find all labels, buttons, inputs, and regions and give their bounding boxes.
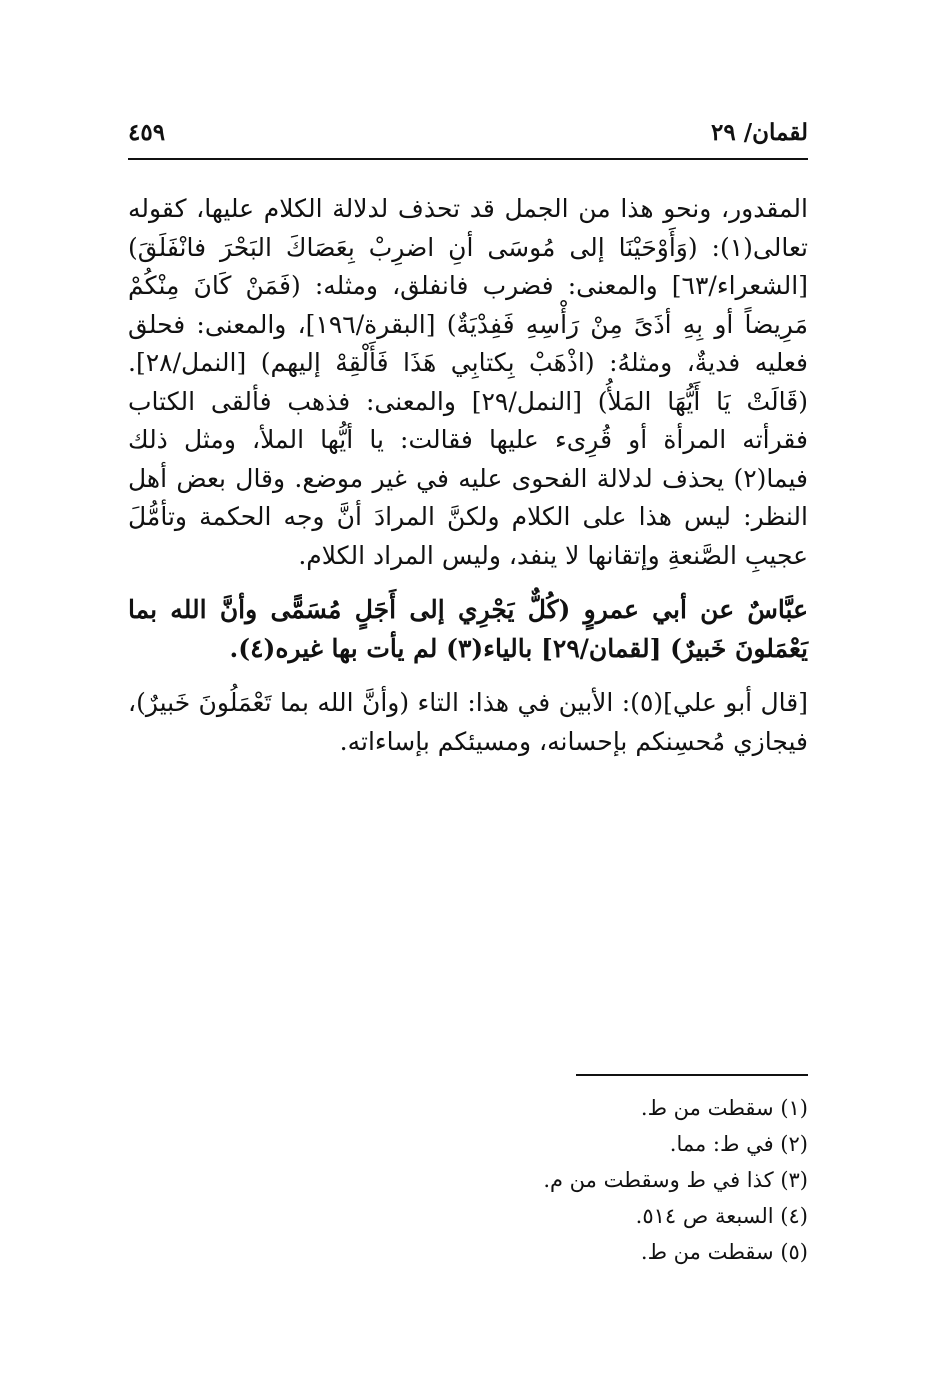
- footnotes: [300, 1090, 808, 1270]
- running-title: لقمان/ ٢٩: [711, 118, 808, 146]
- main-text: [128, 190, 808, 761]
- paragraph-reading: عبَّاسٌ عن أبي عمروٍ (كُلٌّ يَجْرِي إلى أَجَلٍ مُسَمًّى وأنَّ الله بما يَعْمَلونَ خَبيرٌ) [لقمان/٢٩] بالياء(٣) لم يأت بها غيره(٤).: [128, 595, 808, 663]
- header-divider: [128, 158, 808, 160]
- footnote-item: (٣) كذا في ط وسقطت من م.: [543, 1168, 808, 1192]
- paragraph-abu-ali: [قال أبو علي](٥): الأبين في هذا: التاء (وأنَّ الله بما تَعْمَلُونَ خَبيرٌ)، فيجازي مُحسِنكم بإحسانه، ومسيئكم بإساءاته.: [128, 688, 808, 756]
- footnote-item: (١) سقطت من ط.: [640, 1096, 808, 1120]
- footnote-item: (٢) في ط: مما.: [669, 1132, 808, 1156]
- paragraph-commentary: المقدور، ونحو هذا من الجمل قد تحذف لدلالة الكلام عليها، كقوله تعالى(١): (وَأَوْحَيْنَا إلى مُوسَى أنِ اضرِبْ بِعَصَاكَ البَحْرَ فانْفَلَقَ) [الشعراء/٦٣] والمعنى: فضرب فانفلق، ومثله: (فَمَنْ كَانَ مِنْكُمْ مَرِيضاً أو بِهِ أذَىً مِنْ رَأْسِهِ فَفِدْيَةٌ) [البقرة/١٩٦]، والمعنى: فحلق فعليه فديةٌ، ومثلهُ: (اذْهَبْ بِكتابِي هَذَا فَأَلْقِهْ إليهم) [النمل/٢٨]. (قَالَتْ يَا أَيُّهَا المَلأُ) [النمل/٢٩] والمعنى: فذهب فألقى الكتاب فقرأته المرأة أو قُرِىء عليها فقالت: يا أيُّها الملأ، ومثل ذلك فيما(٢) يحذف لدلالة الفحوى عليه في غير موضع. وقال بعض أهل النظر: ليس هذا على الكلام ولكنَّ المرادَ أنَّ وجه الحكمة وتأمُّلَ عجيبِ الصَّنعةِ وإتقانها لا ينفد، وليس المراد الكلام.: [128, 194, 808, 570]
- footnote-divider: [576, 1074, 808, 1076]
- footnote-item: (٤) السبعة ص ٥١٤.: [635, 1204, 808, 1228]
- page-header: [128, 112, 808, 152]
- footnote-item: (٥) سقطت من ط.: [640, 1240, 808, 1264]
- page-number: ٤٥٩: [128, 118, 166, 146]
